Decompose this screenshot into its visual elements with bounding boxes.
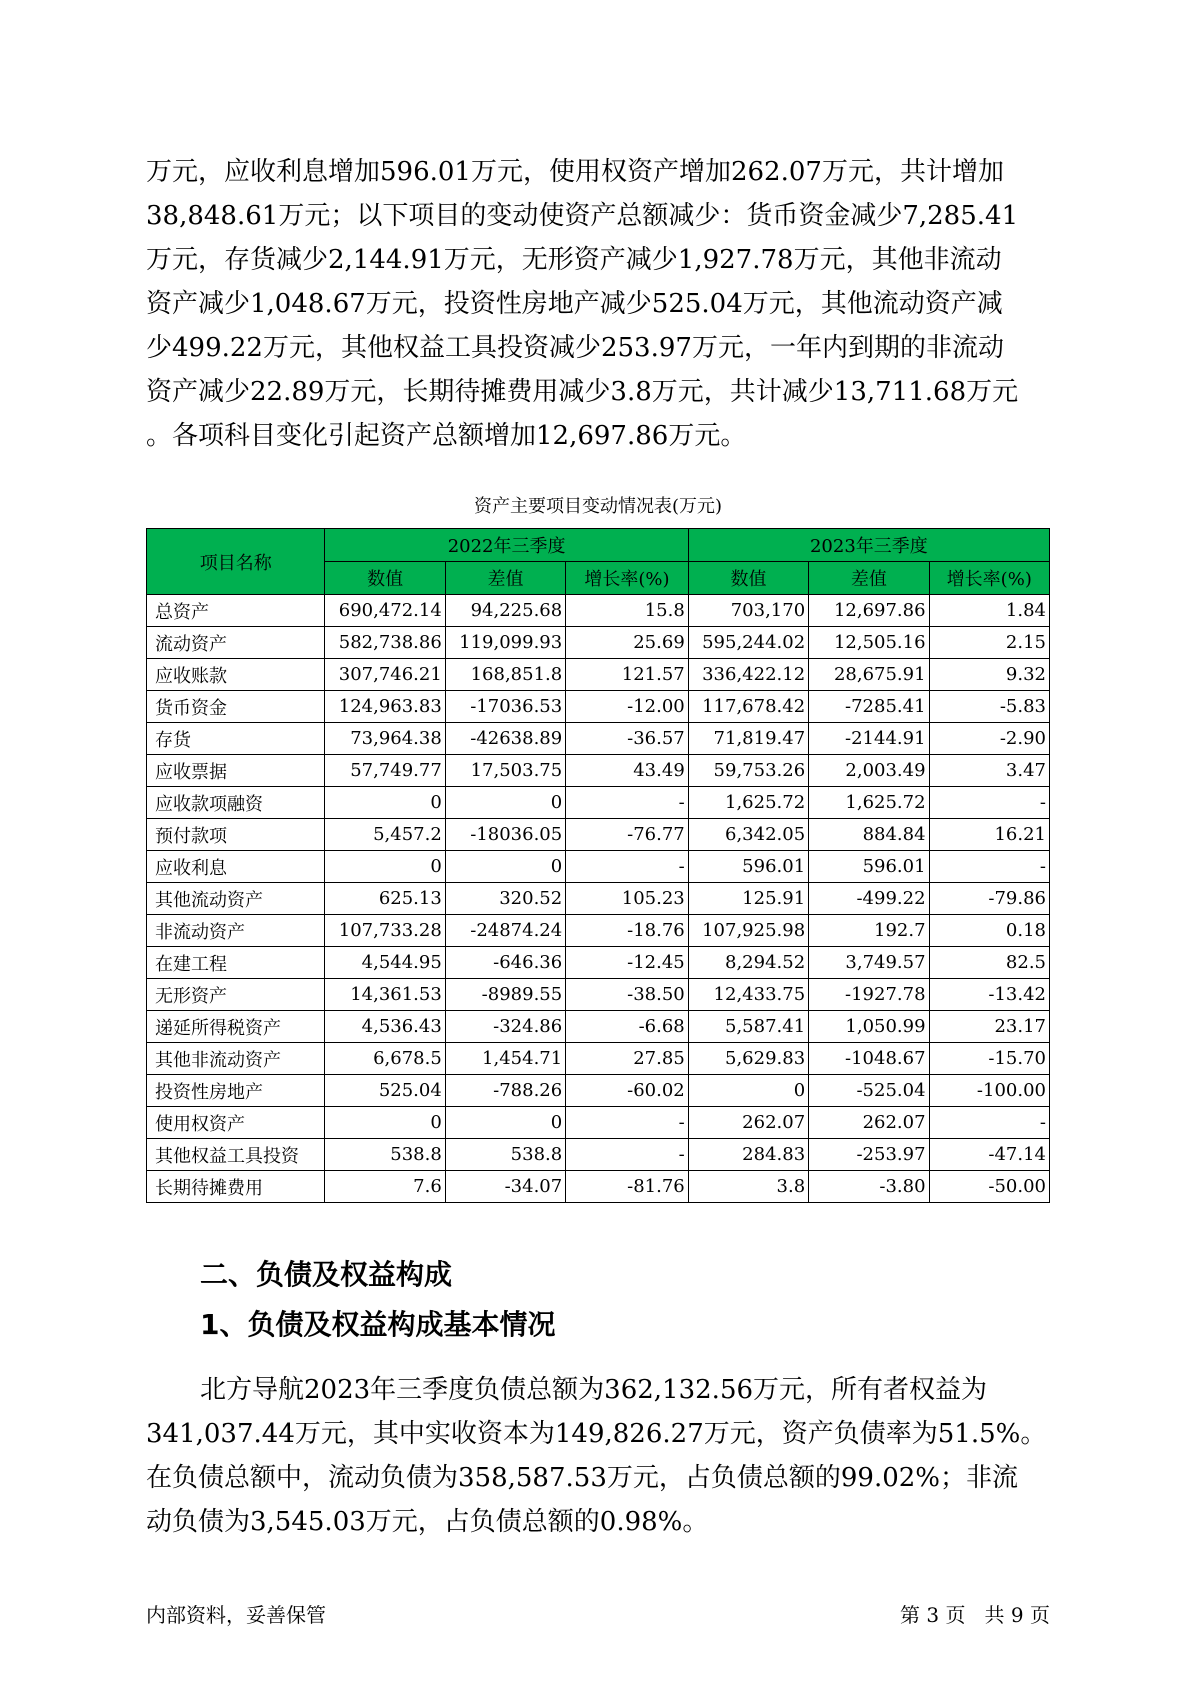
table-row (147, 595, 1050, 627)
row-value-cell: 27.85 (566, 1043, 689, 1075)
row-value-cell: 0 (325, 1107, 445, 1139)
row-item-name: 非流动资产 (147, 915, 325, 947)
row-value-cell: - (929, 1107, 1049, 1139)
table-row (147, 787, 1050, 819)
row-value-cell: -34.07 (445, 1171, 565, 1203)
row-item-name: 应收账款 (147, 659, 325, 691)
row-value-cell: -81.76 (566, 1171, 689, 1203)
row-value-cell: 43.49 (566, 755, 689, 787)
asset-change-table (146, 528, 1050, 1203)
row-value-cell: -1927.78 (809, 979, 929, 1011)
row-value-cell: 596.01 (688, 851, 808, 883)
row-value-cell: -646.36 (445, 947, 565, 979)
header-item-name: 项目名称 (147, 529, 325, 595)
table-row (147, 691, 1050, 723)
row-item-name: 其他非流动资产 (147, 1043, 325, 1075)
table-row (147, 1139, 1050, 1171)
row-value-cell: 5,457.2 (325, 819, 445, 851)
row-value-cell: - (566, 1139, 689, 1171)
row-value-cell: 1,625.72 (688, 787, 808, 819)
row-value-cell: 262.07 (809, 1107, 929, 1139)
row-value-cell: -38.50 (566, 979, 689, 1011)
row-value-cell: -2144.91 (809, 723, 929, 755)
row-value-cell: -76.77 (566, 819, 689, 851)
row-value-cell: 107,925.98 (688, 915, 808, 947)
row-value-cell: 1,625.72 (809, 787, 929, 819)
row-value-cell: -253.97 (809, 1139, 929, 1171)
row-value-cell: 168,851.8 (445, 659, 565, 691)
row-value-cell: 25.69 (566, 627, 689, 659)
text-line: 少499.22万元，其他权益工具投资减少253.97万元，一年内到期的非流动 (146, 333, 1004, 363)
row-item-name: 投资性房地产 (147, 1075, 325, 1107)
table-body (147, 595, 1050, 1203)
row-value-cell: 12,697.86 (809, 595, 929, 627)
row-value-cell: 582,738.86 (325, 627, 445, 659)
row-value-cell: 284.83 (688, 1139, 808, 1171)
text-line: 万元，应收利息增加596.01万元，使用权资产增加262.07万元，共计增加 (146, 157, 1004, 187)
row-value-cell: 5,587.41 (688, 1011, 808, 1043)
row-value-cell: 73,964.38 (325, 723, 445, 755)
row-value-cell: 1,050.99 (809, 1011, 929, 1043)
table-row (147, 1171, 1050, 1203)
row-value-cell: -788.26 (445, 1075, 565, 1107)
text-line: 341,037.44万元，其中实收资本为149,826.27万元，资产负债率为51.5%。 (146, 1419, 1047, 1449)
row-item-name: 其他流动资产 (147, 883, 325, 915)
liability-paragraph (146, 1368, 1050, 1544)
row-item-name: 应收款项融资 (147, 787, 325, 819)
row-value-cell: 9.32 (929, 659, 1049, 691)
header-diff: 差值 (445, 562, 565, 595)
row-item-name: 在建工程 (147, 947, 325, 979)
footer-confidential-note: 内部资料，妥善保管 (146, 1603, 326, 1627)
row-value-cell: 262.07 (688, 1107, 808, 1139)
header-period-2022: 2022年三季度 (325, 529, 688, 562)
row-value-cell: -15.70 (929, 1043, 1049, 1075)
row-value-cell: 23.17 (929, 1011, 1049, 1043)
row-value-cell: -79.86 (929, 883, 1049, 915)
row-value-cell: -525.04 (809, 1075, 929, 1107)
row-value-cell: -3.80 (809, 1171, 929, 1203)
table-row (147, 819, 1050, 851)
row-value-cell: 14,361.53 (325, 979, 445, 1011)
row-value-cell: 3,749.57 (809, 947, 929, 979)
row-value-cell: 7.6 (325, 1171, 445, 1203)
row-value-cell: -13.42 (929, 979, 1049, 1011)
row-value-cell: -7285.41 (809, 691, 929, 723)
row-item-name: 预付款项 (147, 819, 325, 851)
row-value-cell: 0 (445, 851, 565, 883)
row-value-cell: 192.7 (809, 915, 929, 947)
row-value-cell: 3.8 (688, 1171, 808, 1203)
table-row (147, 883, 1050, 915)
row-value-cell: -47.14 (929, 1139, 1049, 1171)
row-item-name: 其他权益工具投资 (147, 1139, 325, 1171)
row-value-cell: 5,629.83 (688, 1043, 808, 1075)
row-value-cell: 525.04 (325, 1075, 445, 1107)
row-value-cell: 94,225.68 (445, 595, 565, 627)
row-item-name: 使用权资产 (147, 1107, 325, 1139)
row-item-name: 长期待摊费用 (147, 1171, 325, 1203)
table-row (147, 1011, 1050, 1043)
row-value-cell: 119,099.93 (445, 627, 565, 659)
row-value-cell: -5.83 (929, 691, 1049, 723)
header-rate: 增长率(%) (566, 562, 689, 595)
text-line: 38,848.61万元；以下项目的变动使资产总额减少：货币资金减少7,285.41 (146, 201, 1019, 231)
row-value-cell: 0 (325, 851, 445, 883)
row-value-cell: -12.00 (566, 691, 689, 723)
row-value-cell: 0 (325, 787, 445, 819)
row-value-cell: 12,433.75 (688, 979, 808, 1011)
row-value-cell: 320.52 (445, 883, 565, 915)
row-value-cell: 703,170 (688, 595, 808, 627)
row-item-name: 应收票据 (147, 755, 325, 787)
table-row (147, 851, 1050, 883)
text-line: 。各项科目变化引起资产总额增加12,697.86万元。 (146, 421, 747, 451)
intro-paragraph (146, 150, 1046, 458)
row-value-cell: 105.23 (566, 883, 689, 915)
row-value-cell: 125.91 (688, 883, 808, 915)
row-value-cell: -8989.55 (445, 979, 565, 1011)
row-value-cell: -1048.67 (809, 1043, 929, 1075)
table-row (147, 627, 1050, 659)
row-value-cell: 71,819.47 (688, 723, 808, 755)
row-value-cell: 538.8 (445, 1139, 565, 1171)
row-value-cell: - (929, 851, 1049, 883)
row-value-cell: 59,753.26 (688, 755, 808, 787)
table-row (147, 1075, 1050, 1107)
table-row (147, 979, 1050, 1011)
row-value-cell: - (566, 787, 689, 819)
row-value-cell: 57,749.77 (325, 755, 445, 787)
table-row (147, 755, 1050, 787)
row-value-cell: 17,503.75 (445, 755, 565, 787)
row-value-cell: -100.00 (929, 1075, 1049, 1107)
row-value-cell: 6,678.5 (325, 1043, 445, 1075)
text-line: 在负债总额中，流动负债为358,587.53万元，占负债总额的99.02%；非流 (146, 1463, 1019, 1493)
row-value-cell: 884.84 (809, 819, 929, 851)
row-value-cell: -60.02 (566, 1075, 689, 1107)
row-value-cell: -6.68 (566, 1011, 689, 1043)
subsection-heading: 1、负债及权益构成基本情况 (200, 1308, 556, 1341)
row-value-cell: - (566, 851, 689, 883)
row-value-cell: -324.86 (445, 1011, 565, 1043)
row-value-cell: -2.90 (929, 723, 1049, 755)
row-value-cell: -50.00 (929, 1171, 1049, 1203)
row-value-cell: -36.57 (566, 723, 689, 755)
footer-page-number: 第 3 页 共 9 页 (900, 1603, 1050, 1627)
row-value-cell: 15.8 (566, 595, 689, 627)
row-value-cell: 1,454.71 (445, 1043, 565, 1075)
row-value-cell: 0 (445, 1107, 565, 1139)
row-value-cell: -24874.24 (445, 915, 565, 947)
header-diff: 差值 (809, 562, 929, 595)
text-line: 资产减少1,048.67万元，投资性房地产减少525.04万元，其他流动资产减 (146, 289, 1003, 319)
header-period-2023: 2023年三季度 (688, 529, 1049, 562)
table-row (147, 947, 1050, 979)
row-value-cell: 4,544.95 (325, 947, 445, 979)
row-value-cell: 595,244.02 (688, 627, 808, 659)
row-value-cell: 538.8 (325, 1139, 445, 1171)
row-value-cell: -42638.89 (445, 723, 565, 755)
row-value-cell: 0 (445, 787, 565, 819)
text-line: 北方导航2023年三季度负债总额为362,132.56万元，所有者权益为 (200, 1375, 988, 1405)
table-row (147, 659, 1050, 691)
row-value-cell: 2.15 (929, 627, 1049, 659)
row-value-cell: - (929, 787, 1049, 819)
row-item-name: 总资产 (147, 595, 325, 627)
row-value-cell: -17036.53 (445, 691, 565, 723)
header-value: 数值 (688, 562, 808, 595)
row-value-cell: -18036.05 (445, 819, 565, 851)
row-item-name: 货币资金 (147, 691, 325, 723)
section-heading: 二、负债及权益构成 (200, 1258, 453, 1291)
table-row (147, 915, 1050, 947)
row-value-cell: 12,505.16 (809, 627, 929, 659)
row-value-cell: 8,294.52 (688, 947, 808, 979)
row-item-name: 流动资产 (147, 627, 325, 659)
table-row (147, 723, 1050, 755)
table-title: 资产主要项目变动情况表(万元) (473, 496, 723, 517)
header-value: 数值 (325, 562, 445, 595)
row-value-cell: 121.57 (566, 659, 689, 691)
row-value-cell: 307,746.21 (325, 659, 445, 691)
text-line: 资产减少22.89万元，长期待摊费用减少3.8万元，共计减少13,711.68万元 (146, 377, 1019, 407)
text-line: 万元，存货减少2,144.91万元，无形资产减少1,927.78万元，其他非流动 (146, 245, 1002, 275)
text-line: 动负债为3,545.03万元，占负债总额的0.98%。 (146, 1507, 709, 1537)
table-row (147, 1043, 1050, 1075)
row-value-cell: -499.22 (809, 883, 929, 915)
header-rate: 增长率(%) (929, 562, 1049, 595)
row-value-cell: 28,675.91 (809, 659, 929, 691)
row-value-cell: 0.18 (929, 915, 1049, 947)
row-value-cell: 82.5 (929, 947, 1049, 979)
row-value-cell: 4,536.43 (325, 1011, 445, 1043)
row-value-cell: 117,678.42 (688, 691, 808, 723)
row-item-name: 无形资产 (147, 979, 325, 1011)
row-value-cell: 3.47 (929, 755, 1049, 787)
row-value-cell: 16.21 (929, 819, 1049, 851)
row-value-cell: 2,003.49 (809, 755, 929, 787)
row-value-cell: 0 (688, 1075, 808, 1107)
row-value-cell: 6,342.05 (688, 819, 808, 851)
row-value-cell: 1.84 (929, 595, 1049, 627)
row-value-cell: 596.01 (809, 851, 929, 883)
row-value-cell: 107,733.28 (325, 915, 445, 947)
row-value-cell: 124,963.83 (325, 691, 445, 723)
row-value-cell: 690,472.14 (325, 595, 445, 627)
row-item-name: 应收利息 (147, 851, 325, 883)
table-row (147, 1107, 1050, 1139)
row-value-cell: - (566, 1107, 689, 1139)
row-value-cell: 625.13 (325, 883, 445, 915)
row-item-name: 递延所得税资产 (147, 1011, 325, 1043)
row-value-cell: -18.76 (566, 915, 689, 947)
row-item-name: 存货 (147, 723, 325, 755)
row-value-cell: 336,422.12 (688, 659, 808, 691)
row-value-cell: -12.45 (566, 947, 689, 979)
